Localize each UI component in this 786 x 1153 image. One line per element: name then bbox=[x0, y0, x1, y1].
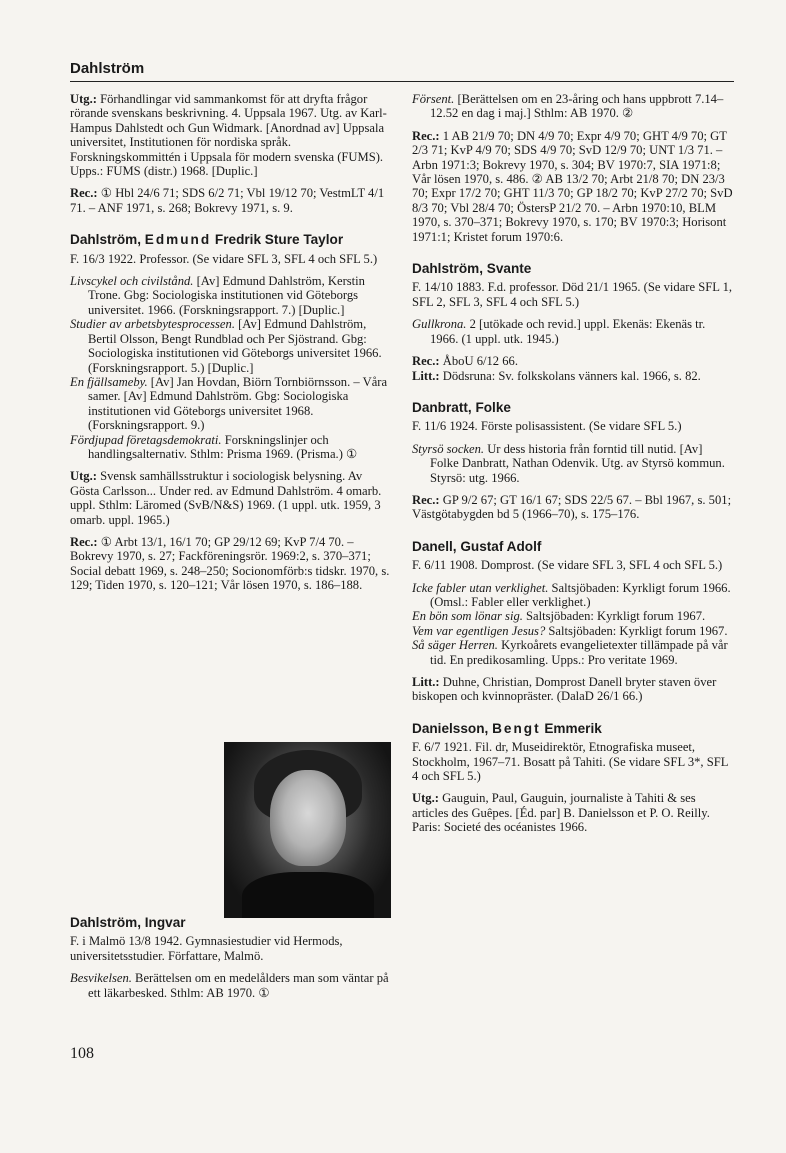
heading-part-spaced: Bengt bbox=[492, 720, 541, 736]
rec-text: 1 AB 21/9 70; DN 4/9 70; Expr 4/9 70; GHT 4/9 70; GT 2/3 71; KvP 4/9 70; SDS 4/9 70; SvD 12/9 70; UNT 1/3 71. – Arbn 1971:3; Bokrevy 1970, s. 304; BV 1970:7, SIA 1971:8; Vår lösen 1970, s. 486. ② AB 13/2 70; Arbt 21/8 70; DN 23/3 70; Expr 17/2 70; GHT 11/3 70; GP 18/2 70; KvP 27/2 70; SvD 8/3 70; Vbl 28/4 70; ÖstersP 21/2 70. – Arbn 1970:10, BLM 1970, s. 370–371; Bokrevy 1970, s. 170; BV 1970:3; Horisont 1971:1; Kristet forum 1970:6. bbox=[412, 128, 733, 244]
entry-heading-folke: Danbratt, Folke bbox=[412, 399, 511, 415]
heading-part-spaced: Edmund bbox=[144, 232, 212, 248]
utg-label: Utg.: bbox=[412, 791, 439, 806]
work-entry bbox=[70, 433, 392, 462]
work-text: [Av] Edmund Dahlström, Kerstin Trone. Gbg: Sociologiska institutionen vid Göteborgs universitet. 1966. (Forskningsrapport. 7.) [Duplic.] bbox=[88, 274, 365, 317]
entry-heading-ingvar: Dahlström, Ingvar bbox=[70, 915, 186, 930]
bio-ingvar: F. i Malmö 13/8 1942. Gymnasiestudier vid Hermods, universitetsstudier. Författare, Malmö. bbox=[70, 934, 343, 963]
utg-label: Utg.: bbox=[70, 92, 97, 106]
work-text: Saltsjöbaden: Kyrkligt forum 1967. bbox=[522, 609, 706, 624]
right-column bbox=[412, 92, 734, 843]
work-entry bbox=[70, 375, 392, 433]
work-entry bbox=[412, 442, 734, 485]
entry-heading-edmund bbox=[70, 233, 392, 247]
rec-label: Rec.: bbox=[70, 534, 98, 549]
entry-heading-gustaf: Danell, Gustaf Adolf bbox=[412, 538, 542, 554]
portrait-face bbox=[270, 770, 346, 866]
utg-text: Svensk samhällsstruktur i sociologisk belysning. Av Gösta Carlsson... Under red. av Edmund Dahlström. 4 omarb. uppl. Sthlm: Läromed (SvB/N&S) 1969. (1 uppl. utk. 1959, 3 omarb. uppl. 1965.) bbox=[70, 469, 382, 527]
bio-folke: F. 11/6 1924. Förste polisassistent. (Se vidare SFL 5.) bbox=[412, 419, 682, 434]
work-text: [Av] Edmund Dahlström, Bertil Olsson, Bengt Rundblad och Per Sjöstrand. Gbg: Sociologiska institutionen vid Göteborgs universitet 1966. (Forskningsrapport. 5.) [Duplic.] bbox=[88, 317, 382, 375]
rec-text: ÅboU 6/12 66. bbox=[439, 354, 518, 369]
utg-text: Förhandlingar vid sammankomst för att dryfta frågor rörande svenskans beskrivning. 4. Uppsala 1967. Utg. av Karl-Hampus Dahlstedt och Gun Widmark. [Anordnad av] Uppsala universitet, Institutionen för nordiska språk. Forskningskommittén i Uppsala för modern svenska (FUMS). Upps.: FUMS (distr.) 1968. [Duplic.] bbox=[70, 92, 387, 179]
work-title: Vem var egentligen Jesus? bbox=[412, 623, 546, 638]
work-entry bbox=[70, 274, 392, 317]
utg-label: Utg.: bbox=[70, 469, 97, 484]
work-title: Besvikelsen. bbox=[70, 971, 132, 986]
rec-entry-svante bbox=[412, 354, 734, 368]
left-column-lower bbox=[70, 916, 392, 1000]
rec-text: ① Arbt 13/1, 16/1 70; GP 29/12 69; KvP 7/4 70. – Bokrevy 1970, s. 27; Fackföreningsrör. 1969:2, s. 370–371; Social debatt 1969, s. 248–250; Socionomförb:s tidskr. 1970, s. 129; Tiden 1970, s. 120–121; Vår lösen 1970, s. 186–188. bbox=[70, 534, 390, 593]
work-entry bbox=[412, 581, 734, 610]
work-title: Försent. bbox=[412, 92, 455, 106]
rec-label: Rec.: bbox=[70, 186, 98, 201]
work-entry bbox=[412, 638, 734, 667]
work-text: Ur dess historia från forntid till nutid. [Av] Folke Danbratt, Nathan Odenvik. Utg. av Styrsö kommun. Styrsö: utg. 1966. bbox=[430, 441, 725, 485]
bio-bengt: F. 6/7 1921. Fil. dr, Museidirektör, Etnografiska museet, Stockholm, 1967–71. Bosatt på Tahiti. (Se vidare SFL 3*, SFL 4 och SFL 5.) bbox=[412, 740, 728, 784]
entry-heading-bengt bbox=[412, 722, 734, 736]
running-head: Dahlström bbox=[70, 60, 145, 77]
work-title: Icke fabler utan verklighet. bbox=[412, 580, 549, 595]
work-text: Saltsjöbaden: Kyrkligt forum 1967. bbox=[545, 623, 728, 638]
work-text: Saltsjöbaden: Kyrkligt forum 1966. (Omsl.: Fabler eller verklighet.) bbox=[430, 580, 731, 609]
intro-utg-entry bbox=[70, 92, 392, 178]
rec-entry-folke bbox=[412, 493, 734, 522]
portrait-collar bbox=[242, 872, 374, 918]
bio-gustaf: F. 6/11 1908. Domprost. (Se vidare SFL 3, SFL 4 och SFL 5.) bbox=[412, 558, 723, 573]
bio-edmund: F. 16/3 1922. Professor. (Se vidare SFL 3, SFL 4 och SFL 5.) bbox=[70, 251, 378, 266]
work-title: Studier av arbetsbytesprocessen. bbox=[70, 317, 235, 332]
work-text: 2 [utökade och revid.] uppl. Ekenäs: Ekenäs tr. 1966. (1 uppl. utk. 1945.) bbox=[430, 317, 706, 346]
work-title: Livscykel och civilstånd. bbox=[70, 274, 194, 289]
rec-label: Rec.: bbox=[412, 492, 440, 507]
utg-text: Gauguin, Paul, Gauguin, journaliste à Tahiti & ses articles des Guêpes. [Éd. par] B. Danielsson et P. O. Reilly. Paris: Societé des océanistes 1966. bbox=[412, 791, 710, 835]
work-text: Forskningslinjer och handlingsalternativ. Sthlm: Prisma 1969. (Prisma.) ① bbox=[88, 432, 358, 461]
rec-label: Rec.: bbox=[412, 354, 440, 369]
heading-part: Emmerik bbox=[540, 720, 602, 736]
litt-label: Litt.: bbox=[412, 368, 440, 383]
work-entry bbox=[412, 609, 734, 623]
left-column bbox=[70, 92, 392, 601]
utg-entry-bengt bbox=[412, 791, 734, 834]
rec-entry-edmund bbox=[70, 535, 392, 593]
work-title: Gullkrona. bbox=[412, 317, 467, 332]
work-entry bbox=[412, 92, 734, 121]
page-number: 108 bbox=[70, 1045, 94, 1062]
rec-label: Rec.: bbox=[412, 128, 440, 143]
litt-text: Duhne, Christian, Domprost Danell bryter staven över biskopen och kvinnopräster. (DalaD 26/1 66.) bbox=[412, 675, 717, 704]
work-text: [Berättelsen om en 23-åring och hans uppbrott 7.14–12.52 en dag i maj.] Sthlm: AB 1970. ② bbox=[430, 92, 724, 121]
work-title: Fördjupad företagsdemokrati. bbox=[70, 432, 222, 447]
work-text: Kyrkoårets evangelietexter tillämpade på vår tid. En predikosamling. Upps.: Pro veritate 1969. bbox=[430, 638, 728, 667]
heading-part: Dahlström, bbox=[70, 232, 145, 248]
work-text: Berättelsen om en medelålders man som väntar på ett läkarbesked. Sthlm: AB 1970. ① bbox=[88, 971, 389, 1000]
litt-entry-svante bbox=[412, 369, 734, 383]
work-entry bbox=[70, 971, 392, 1000]
rec-text: ① Hbl 24/6 71; SDS 6/2 71; Vbl 19/12 70; VestmLT 4/1 71. – ANF 1971, s. 268; Bokrevy 1971, s. 9. bbox=[70, 186, 385, 215]
utg-entry-edmund bbox=[70, 469, 392, 527]
header-rule bbox=[70, 81, 734, 82]
rec-text: GP 9/2 67; GT 16/1 67; SDS 22/5 67. – Bbl 1967, s. 501; Västgötabygden bd 5 (1966–70), s. 175–176. bbox=[412, 492, 732, 522]
work-title: En bön som lönar sig. bbox=[412, 609, 523, 624]
heading-part: Danielsson, bbox=[412, 720, 493, 736]
litt-entry-gustaf bbox=[412, 675, 734, 704]
work-title: Så säger Herren. bbox=[412, 638, 498, 653]
work-title: En fjällsameby. bbox=[70, 374, 148, 389]
work-entry bbox=[412, 624, 734, 638]
entry-heading-svante: Dahlström, Svante bbox=[412, 261, 532, 277]
work-entry bbox=[412, 317, 734, 346]
author-portrait-photo bbox=[224, 742, 391, 918]
litt-label: Litt.: bbox=[412, 675, 440, 689]
bio-svante: F. 14/10 1883. F.d. professor. Död 21/1 1965. (Se vidare SFL 1, SFL 2, SFL 3, SFL 4 och SFL 5.) bbox=[412, 280, 733, 309]
rec-entry-cont bbox=[412, 129, 734, 244]
work-text: [Av] Jan Hovdan, Biörn Tornbiörnsson. – Våra samer. [Av] Edmund Dahlström. Gbg: Sociologiska institutionen vid Göteborgs universitet 1968. (Forskningsrapport. 9.) bbox=[88, 374, 388, 433]
intro-rec-entry bbox=[70, 186, 392, 215]
work-entry bbox=[70, 317, 392, 375]
heading-part: Fredrik Sture Taylor bbox=[211, 232, 344, 248]
work-title: Styrsö socken. bbox=[412, 441, 485, 456]
litt-text: Dödsruna: Sv. folkskolans vänners kal. 1966, s. 82. bbox=[439, 368, 701, 383]
